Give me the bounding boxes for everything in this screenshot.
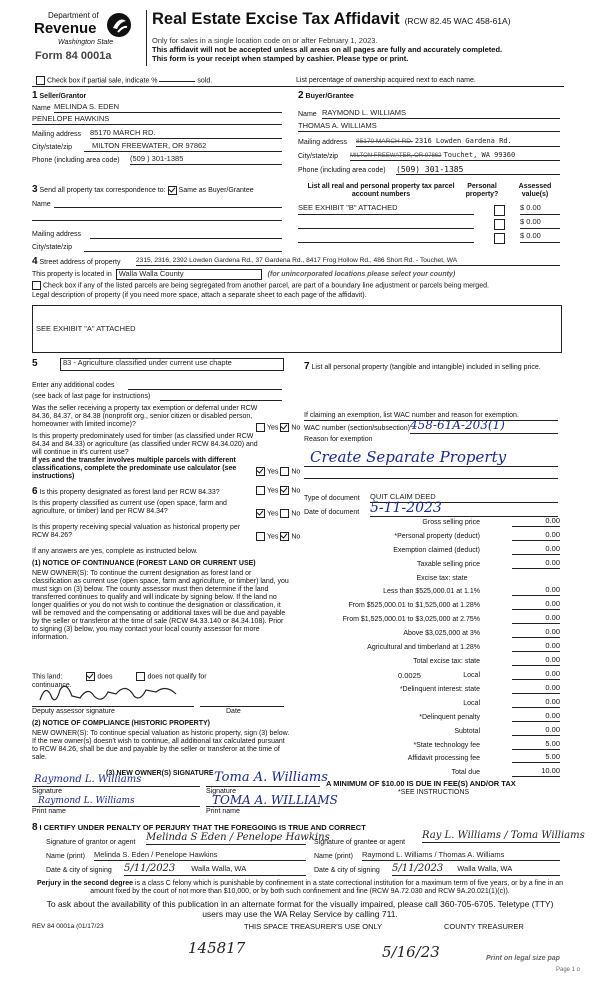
doc-date-label: Date of document (304, 509, 360, 516)
rcw-ref: (RCW 82.45 WAC 458-61A) (404, 16, 511, 26)
sec6-num: 6 (32, 486, 38, 497)
form-title-row (152, 10, 511, 29)
seller-name-label: Name (32, 105, 51, 112)
seller-city[interactable]: MILTON FREEWATER, OR 97862 (84, 142, 282, 152)
corr-name-field[interactable] (54, 207, 282, 208)
tax-line-label: Gross selling price (422, 519, 480, 526)
form-title: Real Estate Excise Tax Affidavit (152, 10, 400, 28)
grantee-name-label: Name (print) (314, 853, 353, 860)
buyer-city-field[interactable] (350, 151, 560, 161)
tax-bracket-label: From $1,525,000.01 to $3,025,000 at 2.75% (342, 616, 480, 623)
excise-state-label-label: Excise tax: state (416, 575, 468, 582)
buyer-city-label: City/state/zip (298, 153, 339, 160)
see-back-label: (see back of last page for instructions) (32, 393, 151, 400)
handwritten-stamp-date: 5/16/23 (382, 943, 440, 961)
segregated-label: Check box if any of the listed parcels are being segregated from another parcel, are part of a boundary line adjustment or parcels being merged. (43, 282, 489, 290)
header-sub1: Only for sales in a single location code on or after February 1, 2023. (152, 36, 378, 45)
header-divider (146, 10, 147, 66)
segregated-checkbox[interactable] (32, 281, 41, 290)
q-historic-yn (256, 532, 300, 541)
current-use-yes-checkbox[interactable] (256, 509, 265, 518)
wac-number[interactable]: 458-61A-203(1) (410, 419, 558, 434)
owner-print-line2 (206, 806, 320, 807)
no-label: No (291, 510, 301, 518)
minimum-due-note: A MINIMUM OF $10.00 IS DUE IN FEE(S) AND/OR TAX (326, 779, 516, 788)
street-row (32, 256, 120, 268)
corr-addr-field[interactable] (90, 238, 282, 239)
personal-property-checkbox[interactable] (494, 233, 505, 244)
revenue-swirl-icon (106, 12, 132, 38)
tax-bracket-value[interactable]: 0.00 (512, 642, 560, 652)
grantor-city: Walla Walla, WA (191, 864, 247, 873)
continuance-label: continuance. (32, 682, 72, 689)
same-as-buyer-checkbox[interactable] (168, 186, 177, 195)
q-current-use-yn (256, 509, 300, 518)
tax-line-value[interactable]: 0.00 (512, 545, 560, 555)
legal-size-note: Print on legal size pap (486, 955, 560, 962)
additional-codes-field[interactable] (128, 382, 282, 390)
partial-sale-label: Check box if partial sale, indicate % (47, 77, 158, 85)
rev-number: REV 84 0001a (01/17/23 (32, 923, 104, 930)
acct-row[interactable] (298, 204, 560, 216)
seller-name2[interactable]: PENELOPE HAWKINS (32, 115, 282, 125)
sec7-num: 7 (304, 361, 310, 372)
grantee-name[interactable]: Raymond L. Williams / Thomas A. Williams (362, 851, 560, 861)
notice2-title: (2) NOTICE OF COMPLIANCE (HISTORIC PROPERTY) (32, 720, 210, 727)
notice2-body: NEW OWNER(S): To continue special valuation as historic property, sign (3) below. If the new owner(s) doesn't wish to continue, all additional tax calculated pursuant to RCW 84.26, shall be due and payable by the seller or transferor at the time of sale. (32, 730, 290, 762)
assessor-date-line[interactable] (200, 706, 284, 707)
treasurer-space: THIS SPACE TREASURER'S USE ONLY (244, 922, 383, 931)
personal-property-checkbox[interactable] (494, 219, 505, 230)
yes-label: Yes (267, 468, 279, 476)
seller-city-label: City/state/zip (32, 144, 73, 151)
dor-logo (32, 8, 150, 66)
tax-line-label: Exemption claimed (deduct) (393, 547, 480, 554)
dept-line2: Revenue (34, 20, 97, 37)
q-historic: Is this property receiving special valuation as historical property per RCW 84.26? (32, 524, 241, 540)
print-label1: Print name (32, 808, 66, 815)
reason-label: Reason for exemption (304, 436, 373, 443)
no-label: No (291, 487, 301, 495)
timber-yes-checkbox[interactable] (256, 467, 265, 476)
processing-fee-value[interactable]: 5.00 (512, 753, 560, 763)
buyer-name2[interactable]: THOMAS A. WILLIAMS (298, 122, 560, 132)
tax-line-value[interactable]: 0.00 (512, 517, 560, 527)
sec8-num: 8 (32, 822, 38, 833)
exemption-yes-checkbox[interactable] (256, 423, 265, 432)
header-sub2: This affidavit will not be accepted unless all areas on all pages are fully and accurately completed. (152, 45, 503, 54)
owner-print-line1 (32, 806, 200, 807)
see-instructions-note: *SEE INSTRUCTIONS (398, 789, 470, 796)
delinquent-interest-state-label: *Delinquent interest: state (399, 686, 480, 693)
sig-label2: Signature (206, 788, 236, 795)
header-sub3-text: This form is your receipt when stamped by cashier. Please type or print. (152, 54, 409, 63)
q-forest-yn (256, 486, 300, 495)
q-exemption: Was the seller receiving a property tax exemption or deferral under RCW 84.36, 84.37, or 84.38 (nonprofit org., senior citizen or disabled person, homeowner with limited income)? (32, 405, 258, 429)
tax-bracket-label: Less than $525,000.01 at 1.1% (383, 588, 480, 595)
dept-line1: Department of (48, 11, 99, 20)
acct-col1: List all real and personal property tax parcel account numbers (307, 183, 455, 199)
divider-top (32, 86, 564, 87)
partial-pct-field[interactable] (159, 81, 195, 82)
legal-description-field[interactable] (32, 305, 562, 353)
tax-line-value[interactable]: 0.00 (512, 531, 560, 541)
wac-label: WAC number (section/subsection) (304, 425, 410, 432)
current-use-no-checkbox[interactable] (280, 509, 289, 518)
new-owner-print2[interactable]: TOMA A. WILLIAMS (212, 793, 338, 807)
county-treasurer: COUNTY TREASURER (444, 922, 524, 931)
historic-no-checkbox[interactable] (280, 532, 289, 541)
doc-type-label: Type of document (304, 495, 360, 502)
q-timber-yn (256, 467, 300, 476)
q-timber-b: If yes and the transfer involves multiple parcels with different classifications, complete the predominate use calculator (see instructions) (32, 457, 237, 481)
grantee-date: 5/11/2023 (392, 863, 444, 874)
corr-name-label: Name (32, 201, 51, 208)
perjury-bold: Perjury in the second degree (36, 880, 134, 887)
acct-number[interactable] (298, 218, 474, 229)
buyer-phone-label: Phone (including area code) (298, 167, 386, 174)
q-forest (32, 486, 220, 498)
corr-name-field2[interactable] (32, 220, 282, 221)
delinquent-interest-state-value[interactable]: 0.00 (512, 684, 560, 694)
seller-name1[interactable]: MELINDA S. EDEN (54, 103, 282, 113)
tax-bracket-label: Agricultural and timberland at 1.28% (367, 644, 480, 651)
grantor-sig-label: Signature of grantor or agent (46, 839, 136, 846)
tax-bracket-value[interactable]: 0.00 (512, 600, 560, 610)
seller-heading (32, 90, 86, 102)
partial-sale-row (36, 76, 212, 85)
acct-col3: Assessed value(s) (518, 183, 552, 199)
reason-line2 (304, 478, 558, 479)
see-back-field[interactable] (160, 393, 282, 401)
loc-num: 4 (32, 256, 38, 267)
subtotal-label: Subtotal (454, 728, 480, 735)
deputy-date-label: Date (226, 708, 241, 715)
tax-line-value[interactable]: 0.00 (512, 559, 560, 569)
availability-notice: To ask about the availability of this publication in an alternate format for the visually impaired, please call 360-705-6705. Teletype (TTY) users may use the WA Relay Service by calling 711. (46, 899, 554, 919)
buyer-addr: 2316 Lowden Gardena Rd. (414, 137, 512, 145)
tech-fee-label: *State technology fee (413, 742, 480, 749)
handwritten-receipt-number: 145817 (188, 939, 246, 957)
historic-yes-checkbox[interactable] (256, 532, 265, 541)
deputy-label: Deputy assessor signature (32, 708, 115, 715)
county-note: (for unincorporated locations please select your county) (267, 271, 456, 278)
tax-bracket-label: Total excise tax: state (413, 658, 480, 665)
land-does-label: does (97, 673, 113, 681)
same-as-buyer-label: Same as Buyer/Grantee (178, 187, 254, 194)
tech-fee-value[interactable]: 5.00 (512, 740, 560, 750)
total-due-label: Total due (451, 769, 480, 776)
seller-title: Seller/Grantor (39, 93, 87, 100)
county-select[interactable]: Walla Walla County (116, 269, 262, 280)
buyer-title: Buyer/Grantee (305, 93, 354, 100)
perjury-notice (32, 880, 568, 896)
seller-num: 1 (32, 90, 38, 101)
tax-bracket-value[interactable]: 0.00 (512, 628, 560, 638)
grantor-date: 5/11/2023 (124, 863, 176, 874)
yes-label: Yes (267, 487, 279, 495)
seller-phone-label: Phone (including area code) (32, 157, 120, 164)
seller-addr-label: Mailing address (32, 131, 82, 138)
buyer-addr-label: Mailing address (298, 139, 348, 146)
no-label: No (291, 468, 301, 476)
tax-line-label: *Personal property (deduct) (394, 533, 480, 540)
sec7-label: List all personal property (tangible and intangible) included in selling price. (311, 364, 541, 371)
new-owner-print1[interactable]: Raymond L. Williams (38, 796, 135, 806)
pct-note: List percentage of ownership acquired next to each name. (296, 77, 476, 84)
local-tax-value[interactable]: 0.00 (512, 670, 560, 680)
dept-line3: Washington State (58, 39, 114, 46)
tax-bracket-value[interactable]: 0.00 (512, 614, 560, 624)
seller-addr[interactable]: 85170 MARCH RD. (90, 129, 282, 139)
new-owner-sig2[interactable]: Toma A. Williams (214, 770, 328, 785)
acct-number[interactable]: SEE EXHIBIT "B" ATTACHED (298, 204, 474, 215)
print-label2: Print name (206, 808, 240, 815)
yes-label: Yes (267, 424, 279, 432)
doc-type[interactable]: QUIT CLAIM DEED (370, 493, 558, 503)
new-owner-sig1[interactable]: Raymond L. Williams (34, 774, 142, 785)
partial-sold-label: sold. (197, 77, 213, 85)
acct-row[interactable] (298, 218, 560, 230)
local-rate: 0.0025 (398, 671, 421, 680)
grantor-date-label: Date & city of signing (46, 867, 112, 874)
tax-bracket-value[interactable]: 0.00 (512, 656, 560, 666)
exemption-no-checkbox[interactable] (280, 423, 289, 432)
buyer-city: Touchet, WA 99360 (443, 151, 516, 159)
exempt-label: If claiming an exemption, list WAC number and reason for exemption. (304, 412, 519, 419)
exemption-reason[interactable]: Create Separate Property (304, 449, 558, 467)
owner-sig-line2 (206, 786, 320, 787)
acct-value[interactable]: $ 0.00 (520, 218, 560, 229)
delinquent-interest-local-label: Local (463, 700, 480, 707)
tax-line-label: Taxable selling price (416, 561, 480, 568)
legal-description: SEE EXHIBIT "A" ATTACHED (36, 324, 136, 333)
buyer-city-struck: MILTON FREEWATER, OR 97862 (350, 153, 442, 159)
doc-date[interactable]: 5-11-2023 (370, 500, 558, 517)
processing-fee-label: Affidavit processing fee (407, 755, 480, 762)
corr-city-label: City/state/zip (32, 244, 73, 251)
partial-sale-checkbox[interactable] (36, 76, 45, 85)
grantee-sig-label: Signature of grantee or agent (314, 839, 406, 846)
yes-label: Yes (267, 510, 279, 518)
local-tax-label: Local (463, 672, 480, 679)
acct-number[interactable] (298, 232, 474, 243)
tax-bracket-label: Above $3,025,000 at 3% (403, 630, 480, 637)
corr-num: 3 (32, 184, 38, 195)
q-forest-text: Is this property designated as forest land per RCW 84.33? (39, 489, 220, 496)
forest-no-checkbox[interactable] (280, 486, 289, 495)
grantee-city: Walla Walla, WA (457, 864, 513, 873)
notice1-title: (1) NOTICE OF CONTINUANCE (FOREST LAND OR CURRENT USE) (32, 560, 256, 567)
owner-sig-line1 (32, 786, 200, 787)
if-yes-note: If any answers are yes, complete as instructed below. (32, 548, 198, 555)
delinquent-penalty-value[interactable]: 0.00 (512, 712, 560, 722)
buyer-addr-field[interactable] (356, 137, 560, 147)
county-row (32, 269, 455, 280)
q-timber: Is this property predominately used for timber (as classified under RCW 84.34 and 84.33) or agriculture (as classified under RCW 84.34.020) and will continue in it's current use? (32, 433, 258, 457)
sig-label1: Signature (32, 788, 62, 795)
total-due-value[interactable]: 10.00 (512, 767, 560, 777)
acct-row[interactable] (298, 232, 560, 244)
notice3-title: (3) NEW OWNER(S) SIGNATURE (106, 770, 214, 777)
acct-col2: Personal property? (465, 183, 499, 199)
acct-value[interactable]: $ 0.00 (520, 232, 560, 243)
delinquent-interest-local-value[interactable]: 0.00 (512, 698, 560, 708)
additional-codes-label: Enter any additional codes (32, 382, 115, 389)
tax-bracket-label: From $525,000.01 to $1,525,000 at 1.28% (348, 602, 480, 609)
corr-city-field[interactable] (84, 251, 282, 252)
q-current-use: Is this property classified as current use (open space, farm and agriculture, or timber) land per RCW 84.34? (32, 500, 227, 516)
this-land-label: This land: (32, 673, 63, 681)
tax-bracket-value[interactable]: 0.00 (512, 586, 560, 596)
buyer-name1[interactable]: RAYMOND L. WILLIAMS (322, 109, 560, 119)
buyer-addr-struck: 85170 MARCH RD. (356, 138, 413, 145)
corr-row (32, 184, 254, 196)
perjury-text: is a class C felony which is punishable by confinement in a state correctional institution for a maximum term of five years, or by a fine in an amount fixed by the court of not more than $10,000, or by both such confinement and fine (RCW 9A.72.030 and RCW 9A.20.021(1)(c)). (90, 880, 564, 896)
grantee-signature[interactable]: Ray L. Williams / Toma Williams (422, 830, 585, 841)
located-label: This property is located in (32, 271, 112, 278)
q-exemption-yn (256, 423, 300, 432)
segregated-row (32, 281, 489, 290)
street-address[interactable]: 2315, 2316, 2392 Lowden Gardena Rd., 37 Gardena Rd., 8417 Frog Hollow Rd., 486 Short Rd. - Touchet, WA (136, 257, 560, 266)
page-number: Page 1 o (556, 967, 581, 973)
timber-no-checkbox[interactable] (280, 467, 289, 476)
buyer-name-label: Name (298, 111, 317, 118)
corr-label: Send all property tax correspondence to: (39, 187, 166, 194)
grantor-signature[interactable]: Melinda S Eden / Penelope Hawkins (146, 832, 330, 843)
buyer-phone[interactable]: (509) 301-1385 (396, 165, 560, 175)
assessor-signature (36, 678, 186, 708)
certify-text: I CERTIFY UNDER PENALTY OF PERJURY THAT THE FOREGOING IS TRUE AND CORRECT (39, 823, 366, 832)
no-label: No (291, 533, 301, 541)
acct-value[interactable]: $ 0.00 (520, 204, 560, 215)
notice1-body: NEW OWNER(S): To continue the current designation as forest land or classification as current use (open space, farm and agriculture, or timber) land, you must sign on (3) below. The county assessor must then determine if the land transferred continues to qualify and will indicate by signing below. If the land no longer qualifies or you do not wish to continue the designation or classification, it will be removed and the compensating or additional taxes will be due and payable by the seller or transferor at the time of sale (RCW 84.33.140 or 84.34.108). Prior to signing (3) below, you may contact your local county assessor for more information. (32, 570, 289, 642)
use-code-select[interactable]: 83 - Agriculture classified under current use chapte (60, 358, 284, 371)
grantor-date-field[interactable] (124, 863, 306, 876)
grantee-date-label: Date & city of signing (314, 867, 380, 874)
corr-addr-label: Mailing address (32, 231, 82, 238)
sec5-num: 5 (32, 358, 38, 369)
grantee-date-field[interactable] (392, 863, 560, 876)
buyer-num: 2 (298, 90, 304, 101)
forest-yes-checkbox[interactable] (256, 486, 265, 495)
assessor-sig-line[interactable] (32, 706, 194, 707)
land-does-not-label: does not qualify for (147, 673, 207, 681)
personal-property-checkbox[interactable] (494, 205, 505, 216)
form-number: Form 84 0001a (35, 50, 112, 62)
legal-label: Legal description of property (if you need more space, attach a separate sheet to each page of the affidavit). (32, 292, 367, 299)
grantor-name-label: Name (print) (46, 853, 85, 860)
header-sub3 (152, 55, 408, 64)
sec7-row (304, 361, 560, 373)
yes-label: Yes (267, 533, 279, 541)
subtotal-value[interactable]: 0.00 (512, 726, 560, 736)
seller-phone[interactable]: (509 ) 301-1385 (130, 155, 282, 165)
buyer-heading (298, 90, 354, 102)
delinquent-penalty-label: *Delinquent penalty (419, 714, 480, 721)
grantor-name[interactable]: Melinda S. Eden / Penelope Hawkins (94, 851, 306, 861)
street-label: Street address of property (39, 259, 121, 266)
no-label: No (291, 424, 301, 432)
